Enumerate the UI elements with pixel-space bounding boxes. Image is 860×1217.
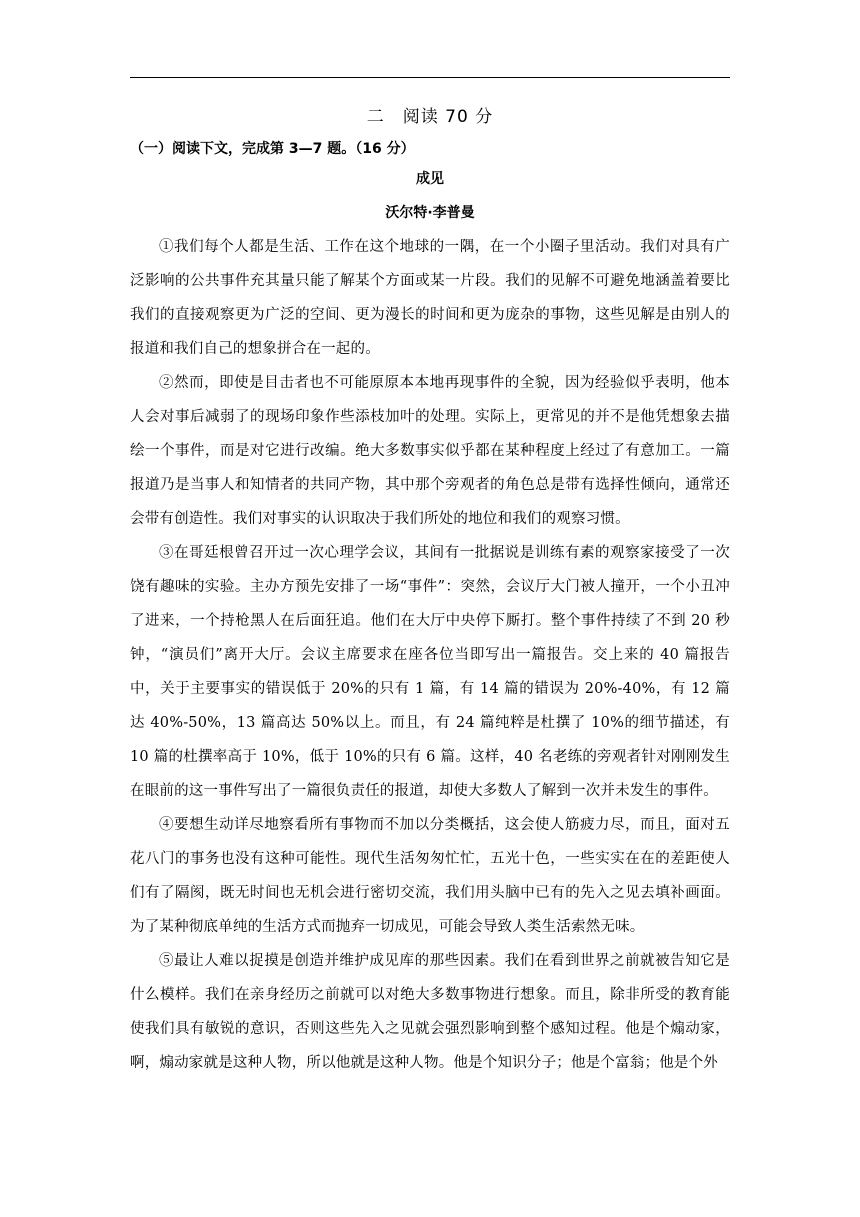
- question-instruction: （一）阅读下文，完成第 3—7 题。（16 分）: [130, 141, 415, 157]
- section-heading: [130, 102, 730, 132]
- article-title: 成见: [416, 171, 444, 187]
- paragraph-2: ②然而，即使是目击者也不可能原原本本地再现事件的全貌，因为经验似乎表明，他本人会对事后减弱了的现场印象作些添枝加叶的处理。实际上，更常见的并不是他凭想象去描绘一个事件，而是对它进行改编。绝大多数事实似乎都在某种程度上经过了有意加工。一篇报道乃是当事人和知情者的共同产物，其中那个旁观者的角色总是带有选择性倾向，通常还会带有创造性。我们对事实的认识取决于我们所处的地位和我们的观察习惯。: [130, 375, 730, 527]
- article-author: 沃尔特·李普曼: [385, 205, 475, 221]
- paragraph-4: ④要想生动详尽地察看所有事物而不加以分类概括，这会使人筋疲力尽，而且，面对五花八门的事务也没有这种可能性。现代生活匆匆忙忙，五光十色，一些实实在在的差距使人们有了隔阂，既无时间也无机会进行密切交流，我们用头脑中已有的先入之见去填补画面。为了某种彻底单纯的生活方式而抛弃一切成见，可能会导致人类生活索然无味。: [130, 817, 730, 935]
- paragraph-5: ⑤最让人难以捉摸是创造并维护成见库的那些因素。我们在看到世界之前就被告知它是什么模样。我们在亲身经历之前就可以对绝大多数事物进行想象。而且，除非所受的教育能使我们具有敏锐的意识，否则这些先入之见就会强烈影响到整个感知过程。他是个煽动家，啊，煽动家就是这种人物，所以他就是这种人物。他是个知识分子；他是个富翁；他是个外: [130, 953, 730, 1071]
- header-rule: [130, 77, 730, 78]
- paragraph-1: ①我们每个人都是生活、工作在这个地球的一隅，在一个小圈子里活动。我们对具有广泛影响的公共事件充其量只能了解某个方面或某一片段。我们的见解不可避免地涵盖着要比我们的直接观察更为广泛的空间、更为漫长的时间和更为庞杂的事物，这些见解是由别人的报道和我们自己的想象拼合在一起的。: [130, 239, 730, 357]
- page-content: [130, 100, 730, 1080]
- paragraph-3: ③在哥廷根曾召开过一次心理学会议，其间有一批据说是训练有素的观察家接受了一次饶有趣味的实验。主办方预先安排了一场“事件”：突然，会议厅大门被人撞开，一个小丑冲了进来，一个持枪黑人在后面狂追。他们在大厅中央停下厮打。整个事件持续了不到 20 秒钟，“演员们”离开大厅。会议主席要求在座各位当即写出一篇报告。交上来的 40 篇报告中，关于主要事实的错误低于 20%的只有 1 篇，有 14 篇的错误为 20%-40%，有 12 篇达 40%-50%，13 篇高达 50%以上。而且，有 24 篇纯粹是杜撰了 10%的细节描述，有 10 篇的杜撰率高于 10%，低于 10%的只有 6 篇。这样，40 名老练的旁观者针对刚刚发生在眼前的这一事件写出了一篇很负责任的报道，却使大多数人了解到一次并未发生的事件。: [130, 545, 730, 799]
- section-number: 二: [366, 107, 385, 127]
- section-title: 阅读 70 分: [402, 107, 494, 127]
